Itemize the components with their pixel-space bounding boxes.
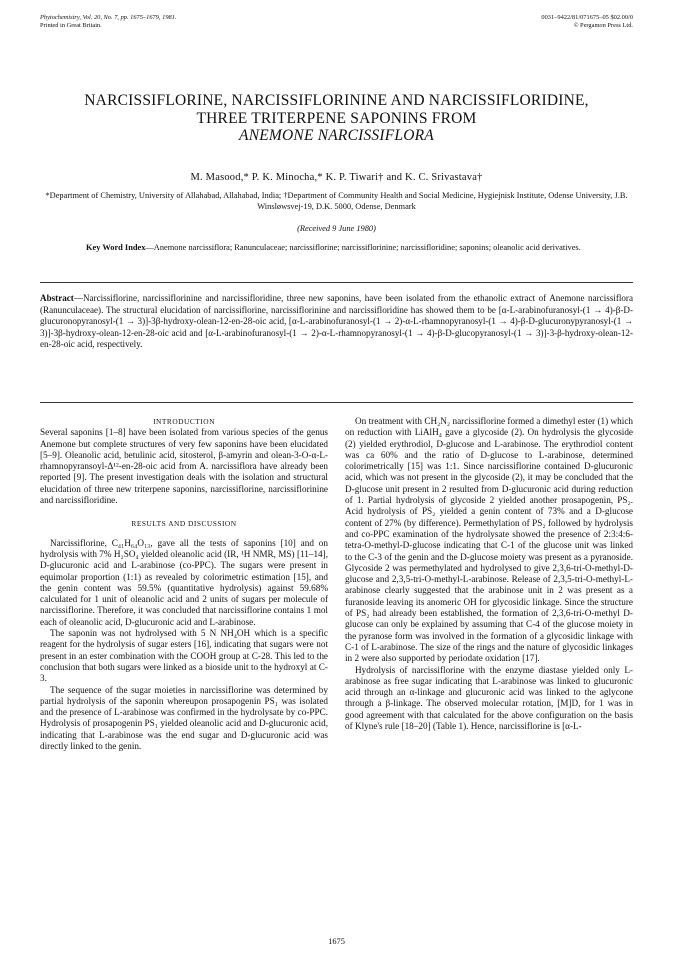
journal-header-right xyxy=(541,14,633,30)
journal-header-left xyxy=(40,14,177,30)
keyword-label: Key Word Index xyxy=(86,243,146,252)
title-line-2: THREE TRITERPENE SAPONINS FROM xyxy=(196,109,477,127)
introduction-heading: INTRODUCTION xyxy=(153,417,215,426)
divider-bottom xyxy=(40,402,633,403)
publisher-copyright: © Pergamon Press Ltd. xyxy=(573,22,633,29)
article-code: 0031–9422/81/071675–05 $02.00/0 xyxy=(541,14,633,21)
received-date: (Received 9 June 1980) xyxy=(297,224,376,233)
body-column-left xyxy=(40,416,328,752)
title-line-1: NARCISSIFLORINE, NARCISSIFLORININE AND NARCISSIFLORIDINE, xyxy=(84,92,589,109)
body-column-right xyxy=(345,416,633,732)
abstract xyxy=(40,293,633,351)
right-paragraph-2: Hydrolysis of narcissiflorine with the enzyme diastase yielded only L-arabinose as free sugar indicating that L-arabinose was linked to glucuronic acid through an α-linkage and glucuronic acid was linked to the aglycone through a β-linkage. The observed molecular rotation, [M]D, for 1 was in good agreement with that calculated for the above configuration on the basis of Klyne's rule [18–20] (Table 1). Hence, narcissiflorine is [α-L- xyxy=(345,664,633,732)
abstract-label: Abstract xyxy=(40,293,74,303)
page-number: 1675 xyxy=(328,937,345,946)
divider-top xyxy=(40,282,633,283)
results-heading: RESULTS AND DISCUSSION xyxy=(131,519,237,529)
results-paragraph-1: Narcissiflorine, C₄₁H₆₄O₁₃, gave all the tests of saponins [10] and on hydrolysis with 7% H₂SO₄ yielded oleanolic acid (IR, ¹H NMR, MS) [11–14], D-glucuronic acid and L-arabinose (co-PPC). The sugars were present in equimolar proportion (1:1) as revealed by colorimetric estimation [15], and the genin content was 59.5% (quantitative hydrolysis) against 59.68% calculated for 1 unit of oleanolic acid and 2 units of sugars per molecule of narcissiflorine. Therefore, it was concluded that narcissiflorine contains 1 mol each of oleanolic acid, D-glucuronic acid and L-arabinose. xyxy=(40,537,328,627)
introduction-paragraph: Several saponins [1–8] have been isolated from various species of the genus Anemone but complete structures of very few saponins have been elucidated [5–9]. Oleanolic acid, betulinic acid, sitosterol, β-amyrin and olean-3-O-α-L-rhamnopyransoyl-Δ¹²-en-28-oic acid from A. narcissiflora have already been reported [9]. The present investigation deals with the isolation and structural elucidation of three new triterpene saponins, narcissiflorine, narcissiflorinine and narcissifloridine. xyxy=(40,427,328,506)
title-line-3: ANEMONE NARCISSIFLORA xyxy=(239,127,434,144)
results-paragraph-3: The sequence of the sugar moieties in narcissiflorine was determined by partial hydrolysis of the saponin whereupon prosapogenin PS₁ was isolated and the presence of L-arabinose was confirmed in the hydrolysate by co-PPC. Hydrolysis of prosapogenin PS₁ yielded oleanolic acid and D-glucuronic acid, indicating that L-arabinose was the end sugar and D-glucuronic acid was directly linked to the genin. xyxy=(40,684,328,752)
paper-title xyxy=(40,92,633,145)
journal-citation: Phytochemistry, Vol. 20, No. 7, pp. 1675–1679, 1981. xyxy=(40,14,177,21)
author-list: M. Masood,* P. K. Minocha,* K. P. Tiwari† and K. C. Srivastava† xyxy=(190,172,483,183)
right-paragraph-1: On treatment with CH₂N₂ narcissiflorine formed a dimethyl ester (1) which on reduction with LiAlH₄ gave a glycoside (2). On hydrolysis the glycoside (2) yielded erythrodiol, D-glucose and L-arabinose. The erythrodiol content was ca 60% and the ratio of D-glucose to L-arabinose, determined colorimetrically [15] was 1:1. Since narcissiflorine contained D-glucuronic acid, which was not present in the glycoside (2), it may be concluded that the D-glucose unit present in 2 resulted from D-glucuronic acid during reduction of 1. Partial hydrolysis of glycoside 2 yielded another prosapogenin, PS₂. Acid hydrolysis of PS₂ yielded a genin content of 73% and a D-glucose content of 27% (by difference). Permethylation of PS₂ followed by hydrolysis and co-PPC examination of the hydrolysate showed the presence of 2:3:4:6-tetra-O-methyl-D-glucose indicating that C-1 of the glucose unit was linked to the C-3 of the genin and the D-glucose moiety was present as a pyranoside. Glycoside 2 was permethylated and hydrolysed to give 2,3,6-tri-O-methyl-D-glucose and 2,3,5-tri-O-methyl-L-arabinose. Release of 2,3,5-tri-O-methyl-L-arabinose clearly suggested that the arabinose unit in 2 was present as a furanoside leaving its anomeric OH for glycosidic linkage. Since the structure of PS₂ had already been established, the formation of 2,3,6-tri-O-methyl D-glucose can only be explained by assuming that C-4 of the glucose moiety in the pyranose form was involved in the formation of a glycosidic linkage with C-1 of L-arabinose. The size of the rings and the nature of glycosidic linkages in 2 were also supported by periodate oxidation [17]. xyxy=(345,416,633,664)
results-paragraph-2: The saponin was not hydrolysed with 5 N NH₄OH which is a specific reagent for the hydrolysis of sugar esters [16], indicating that sugars were not present in an ester combination with the COOH group at C-28. This led to the conclusion that both sugars were linked as a bioside unit to the hydroxyl at C-3. xyxy=(40,628,328,684)
keyword-text: —Anemone narcissiflora; Ranunculaceae; narcissiflorine; narcissiflorinine; narcissifloridine; saponins; oleanolic acid derivatives. xyxy=(145,243,581,252)
keyword-index xyxy=(86,242,606,253)
affiliations: *Department of Chemistry, University of Allahabad, Allahabad, India; †Department of Community Health and Social Medicine, Hygiejnisk Institute, Odense University, J.B. Winsløwsvej-19, D.K. 5000, Odense, Denmark xyxy=(45,191,628,211)
printed-location: Printed in Great Britain. xyxy=(40,22,102,29)
abstract-text: —Narcissiflorine, narcissiflorinine and narcissifloridine, three new saponins, have been isolated from the ethanolic extract of Anemone narcissiflora (Ranunculaceae). The structural elucidation of narcissiflorine, narcissiflorinine and narcissifloridine has showed them to be [α-L-arabinofuranosyl-(1 → 4)-β-D-glucuronopyranosyl-(1 → 3)]-3β-hydroxy-olean-12-en-28-oic acid, [α-L-arabinofuranosyl-(1 → 2)-α-L-rhamnopyranosyl-(1 → 4)-β-D-glucuronypyranosyl-(1 → 3)]-3β-hydroxy-olean-12-en-28-oic acid and [α-L-arabinofuranosyl-(1 → 2)-α-L-rhamnopyranosyl-(1 → 4)-β-D-glucopyranosyl-(1 → 3)]-3-β-hydroxy-olean-12-en-28-oic acid, respectively. xyxy=(40,293,633,350)
